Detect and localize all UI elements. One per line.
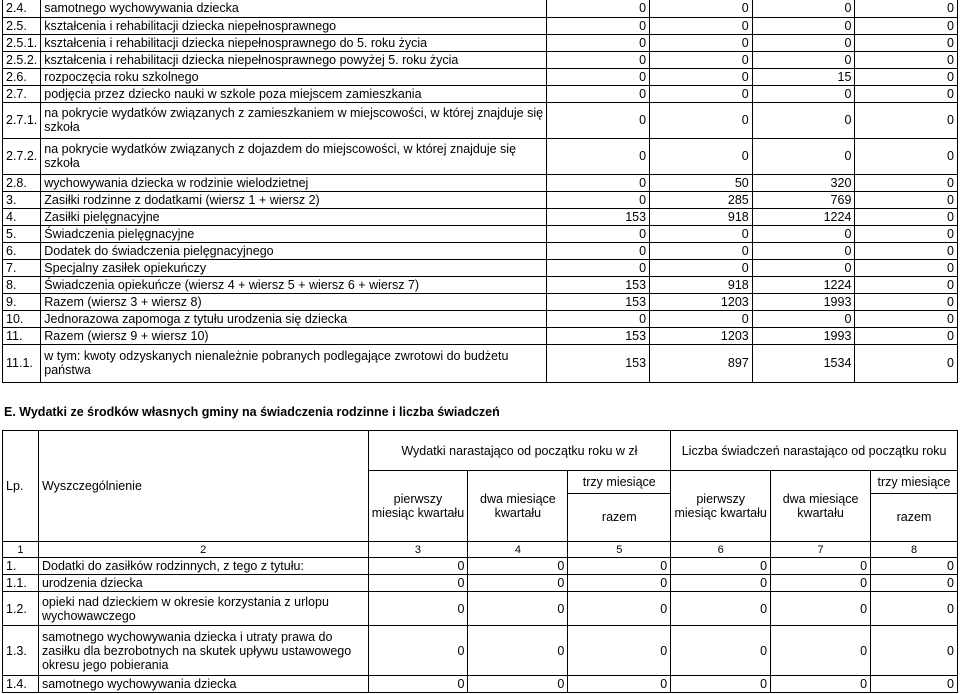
row-value: 0 xyxy=(650,102,753,138)
row-value: 0 xyxy=(855,17,958,34)
row-value: 0 xyxy=(871,575,958,592)
row-value: 918 xyxy=(650,208,753,225)
row-number: 1.1. xyxy=(3,575,39,592)
row-description: Zasiłki pielęgnacyjne xyxy=(41,208,547,225)
row-value: 0 xyxy=(650,138,753,174)
row-value: 0 xyxy=(855,242,958,259)
column-number: 2 xyxy=(38,542,368,558)
row-description: w tym: kwoty odzyskanych nienależnie pobranych podlegające zwrotowi do budżetu państwa xyxy=(41,344,547,382)
table-row xyxy=(3,558,958,575)
row-value: 0 xyxy=(671,592,771,626)
row-description: Razem (wiersz 3 + wiersz 8) xyxy=(41,293,547,310)
table-row xyxy=(3,310,958,327)
row-value: 1203 xyxy=(650,327,753,344)
row-value: 153 xyxy=(547,293,650,310)
row-number: 2.5.2. xyxy=(3,51,41,68)
row-number: 1.2. xyxy=(3,592,39,626)
header-sub-3-bottom: razem xyxy=(601,510,637,524)
row-description: Dodatek do świadczenia pielęgnacyjnego xyxy=(41,242,547,259)
row-number: 1. xyxy=(3,558,39,575)
header-sub-6 xyxy=(871,471,958,542)
table-row xyxy=(3,592,958,626)
row-value: 0 xyxy=(855,344,958,382)
header-sub-3-top: trzy miesiące xyxy=(568,471,670,494)
row-number: 2.4. xyxy=(3,0,41,17)
row-value: 0 xyxy=(855,225,958,242)
column-number: 1 xyxy=(3,542,39,558)
row-value: 0 xyxy=(547,174,650,191)
row-number: 11. xyxy=(3,327,41,344)
row-value: 0 xyxy=(650,259,753,276)
table-row xyxy=(3,208,958,225)
row-description: na pokrycie wydatków związanych z zamieszkaniem w miejscowości, w której znajduje się szkoła xyxy=(41,102,547,138)
header-sub-6-bottom: razem xyxy=(896,510,932,524)
row-description: Specjalny zasiłek opiekuńczy xyxy=(41,259,547,276)
row-value: 0 xyxy=(650,85,753,102)
row-value: 0 xyxy=(547,102,650,138)
row-value: 0 xyxy=(871,558,958,575)
row-value: 0 xyxy=(650,0,753,17)
row-value: 0 xyxy=(671,626,771,676)
row-value: 153 xyxy=(547,327,650,344)
row-description: Zasiłki rodzinne z dodatkami (wiersz 1 + wiersz 2) xyxy=(41,191,547,208)
table-row xyxy=(3,51,958,68)
row-value: 0 xyxy=(368,626,468,676)
row-value: 0 xyxy=(650,242,753,259)
row-value: 0 xyxy=(547,85,650,102)
row-value: 320 xyxy=(752,174,855,191)
row-value: 0 xyxy=(855,174,958,191)
row-description: Jednorazowa zapomoga z tytułu urodzenia się dziecka xyxy=(41,310,547,327)
row-value: 0 xyxy=(855,259,958,276)
row-value: 0 xyxy=(468,676,568,693)
row-value: 0 xyxy=(855,327,958,344)
row-value: 0 xyxy=(568,676,671,693)
row-description: opieki nad dzieckiem w okresie korzystania z urlopu wychowawczego xyxy=(38,592,368,626)
row-number: 2.7.2. xyxy=(3,138,41,174)
header-lp: Lp. xyxy=(3,431,39,542)
row-value: 0 xyxy=(368,575,468,592)
row-value: 0 xyxy=(855,0,958,17)
row-value: 0 xyxy=(871,676,958,693)
header-group-expenses: Wydatki narastająco od początku roku w zł xyxy=(368,431,671,471)
row-number: 10. xyxy=(3,310,41,327)
row-value: 0 xyxy=(855,276,958,293)
section-e-title: E. Wydatki ze środków własnych gminy na świadczenia rodzinne i liczba świadczeń xyxy=(4,405,500,419)
table-row xyxy=(3,344,958,382)
row-value: 0 xyxy=(650,17,753,34)
row-value: 0 xyxy=(771,575,871,592)
row-number: 2.7. xyxy=(3,85,41,102)
row-number: 5. xyxy=(3,225,41,242)
column-number: 6 xyxy=(671,542,771,558)
row-description: Razem (wiersz 9 + wiersz 10) xyxy=(41,327,547,344)
table-row xyxy=(3,191,958,208)
header-sub-5: dwa miesiące kwartału xyxy=(771,471,871,542)
row-value: 0 xyxy=(650,51,753,68)
table-row xyxy=(3,259,958,276)
table-row xyxy=(3,276,958,293)
row-value: 0 xyxy=(771,676,871,693)
column-number: 4 xyxy=(468,542,568,558)
row-value: 0 xyxy=(368,558,468,575)
row-description: samotnego wychowywania dziecka i utraty prawa do zasiłku dla bezrobotnych na skutek upływu ustawowego okresu jego pobierania xyxy=(38,626,368,676)
row-value: 0 xyxy=(568,575,671,592)
row-number: 2.5.1. xyxy=(3,34,41,51)
row-description: Świadczenia opiekuńcze (wiersz 4 + wiersz 5 + wiersz 6 + wiersz 7) xyxy=(41,276,547,293)
row-value: 0 xyxy=(468,558,568,575)
header-desc: Wyszczególnienie xyxy=(38,431,368,542)
column-number: 8 xyxy=(871,542,958,558)
row-value: 0 xyxy=(547,17,650,34)
row-value: 15 xyxy=(752,68,855,85)
row-number: 2.7.1. xyxy=(3,102,41,138)
row-value: 0 xyxy=(568,592,671,626)
row-value: 0 xyxy=(671,676,771,693)
row-value: 1224 xyxy=(752,208,855,225)
column-number: 5 xyxy=(568,542,671,558)
row-value: 0 xyxy=(752,0,855,17)
row-value: 0 xyxy=(771,626,871,676)
row-number: 7. xyxy=(3,259,41,276)
row-number: 1.4. xyxy=(3,676,39,693)
row-value: 0 xyxy=(855,51,958,68)
table-row xyxy=(3,327,958,344)
expenditure-table-upper xyxy=(2,0,958,383)
section-e-table xyxy=(2,430,958,693)
row-value: 0 xyxy=(547,51,650,68)
row-value: 0 xyxy=(752,310,855,327)
row-value: 0 xyxy=(855,85,958,102)
row-description: Dodatki do zasiłków rodzinnych, z tego z tytułu: xyxy=(38,558,368,575)
header-sub-3 xyxy=(568,471,671,542)
row-value: 0 xyxy=(871,592,958,626)
row-value: 0 xyxy=(752,242,855,259)
column-number: 7 xyxy=(771,542,871,558)
row-value: 897 xyxy=(650,344,753,382)
row-description: urodzenia dziecka xyxy=(38,575,368,592)
row-value: 0 xyxy=(752,102,855,138)
row-number: 2.8. xyxy=(3,174,41,191)
row-number: 4. xyxy=(3,208,41,225)
row-value: 0 xyxy=(855,191,958,208)
row-value: 0 xyxy=(752,17,855,34)
row-value: 0 xyxy=(855,34,958,51)
row-value: 0 xyxy=(855,138,958,174)
row-description: samotnego wychowywania dziecka xyxy=(41,0,547,17)
row-value: 0 xyxy=(547,191,650,208)
row-value: 0 xyxy=(568,626,671,676)
table-row xyxy=(3,138,958,174)
row-value: 0 xyxy=(752,259,855,276)
row-value: 0 xyxy=(855,310,958,327)
table-row xyxy=(3,225,958,242)
row-value: 0 xyxy=(771,558,871,575)
row-value: 153 xyxy=(547,208,650,225)
table-row xyxy=(3,102,958,138)
row-value: 0 xyxy=(547,259,650,276)
row-number: 2.5. xyxy=(3,17,41,34)
row-value: 0 xyxy=(771,592,871,626)
header-sub-6-top: trzy miesiące xyxy=(871,471,957,494)
table-row xyxy=(3,575,958,592)
header-sub-4: pierwszy miesiąc kwartału xyxy=(671,471,771,542)
row-description: kształcenia i rehabilitacji dziecka niepełnosprawnego xyxy=(41,17,547,34)
row-value: 0 xyxy=(368,592,468,626)
row-description: podjęcia przez dziecko nauki w szkole poza miejscem zamieszkania xyxy=(41,85,547,102)
row-value: 1993 xyxy=(752,293,855,310)
row-value: 0 xyxy=(871,626,958,676)
row-value: 153 xyxy=(547,276,650,293)
row-value: 0 xyxy=(547,138,650,174)
row-value: 1993 xyxy=(752,327,855,344)
row-number: 8. xyxy=(3,276,41,293)
row-value: 0 xyxy=(547,34,650,51)
table-row xyxy=(3,0,958,17)
row-value: 769 xyxy=(752,191,855,208)
row-value: 0 xyxy=(568,558,671,575)
row-value: 0 xyxy=(752,225,855,242)
row-number: 3. xyxy=(3,191,41,208)
table-row xyxy=(3,34,958,51)
row-value: 0 xyxy=(855,208,958,225)
row-value: 0 xyxy=(752,138,855,174)
row-value: 0 xyxy=(547,242,650,259)
row-value: 0 xyxy=(650,68,753,85)
column-number-row xyxy=(3,542,958,558)
row-value: 50 xyxy=(650,174,753,191)
header-group-count: Liczba świadczeń narastająco od początku roku xyxy=(671,431,958,471)
table-row xyxy=(3,68,958,85)
row-number: 2.6. xyxy=(3,68,41,85)
row-value: 0 xyxy=(468,592,568,626)
row-value: 0 xyxy=(468,575,568,592)
table-row xyxy=(3,626,958,676)
row-value: 1224 xyxy=(752,276,855,293)
row-value: 0 xyxy=(855,102,958,138)
row-value: 0 xyxy=(650,310,753,327)
row-value: 1203 xyxy=(650,293,753,310)
row-number: 1.3. xyxy=(3,626,39,676)
row-number: 11.1. xyxy=(3,344,41,382)
row-value: 0 xyxy=(671,558,771,575)
table-row xyxy=(3,17,958,34)
header-sub-2: dwa miesiące kwartału xyxy=(468,471,568,542)
table-row xyxy=(3,174,958,191)
row-value: 0 xyxy=(650,34,753,51)
row-description: rozpoczęcia roku szkolnego xyxy=(41,68,547,85)
row-number: 6. xyxy=(3,242,41,259)
header-sub-1: pierwszy miesiąc kwartału xyxy=(368,471,468,542)
row-number: 9. xyxy=(3,293,41,310)
table-row xyxy=(3,676,958,693)
table-row xyxy=(3,242,958,259)
row-description: samotnego wychowywania dziecka xyxy=(38,676,368,693)
row-value: 0 xyxy=(547,0,650,17)
table-row xyxy=(3,293,958,310)
row-value: 0 xyxy=(650,225,753,242)
table-row xyxy=(3,85,958,102)
row-value: 0 xyxy=(855,68,958,85)
column-number: 3 xyxy=(368,542,468,558)
row-description: kształcenia i rehabilitacji dziecka niepełnosprawnego powyżej 5. roku życia xyxy=(41,51,547,68)
row-value: 0 xyxy=(671,575,771,592)
row-value: 0 xyxy=(752,34,855,51)
row-value: 0 xyxy=(752,51,855,68)
row-value: 0 xyxy=(547,68,650,85)
row-value: 1534 xyxy=(752,344,855,382)
row-description: wychowywania dziecka w rodzinie wielodzietnej xyxy=(41,174,547,191)
row-description: na pokrycie wydatków związanych z dojazdem do miejscowości, w której znajduje się szkoła xyxy=(41,138,547,174)
row-value: 0 xyxy=(468,626,568,676)
row-value: 0 xyxy=(547,310,650,327)
row-description: kształcenia i rehabilitacji dziecka niepełnosprawnego do 5. roku życia xyxy=(41,34,547,51)
row-value: 0 xyxy=(547,225,650,242)
row-value: 918 xyxy=(650,276,753,293)
row-description: Świadczenia pielęgnacyjne xyxy=(41,225,547,242)
row-value: 153 xyxy=(547,344,650,382)
row-value: 0 xyxy=(752,85,855,102)
row-value: 285 xyxy=(650,191,753,208)
row-value: 0 xyxy=(368,676,468,693)
row-value: 0 xyxy=(855,293,958,310)
